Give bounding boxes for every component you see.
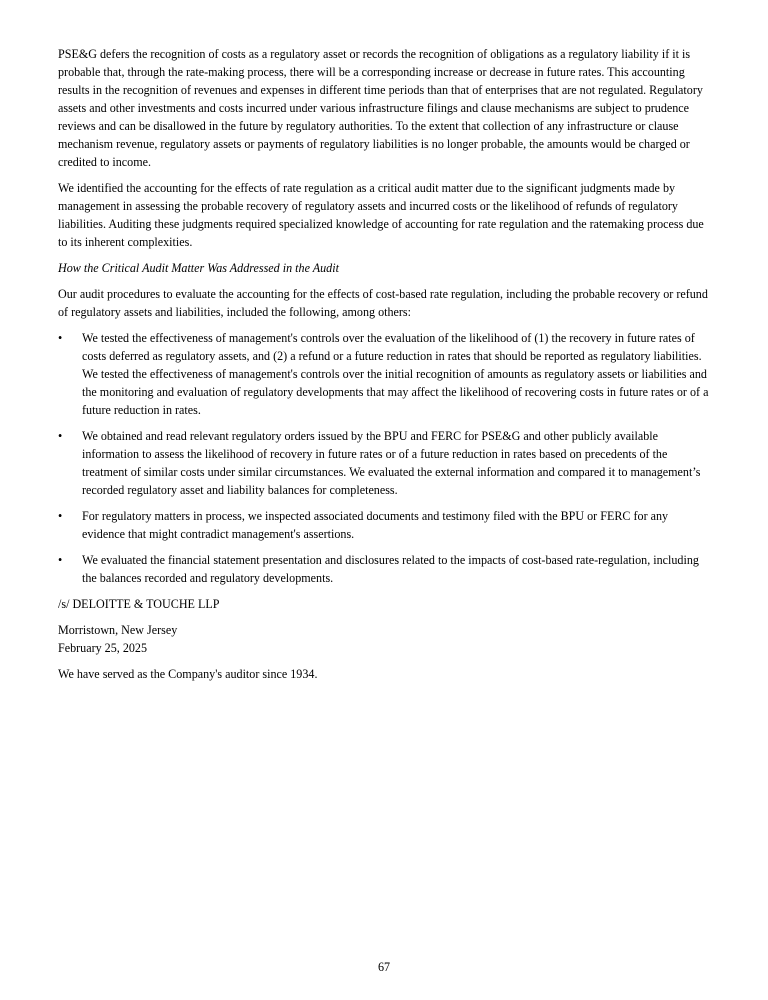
list-item (58, 329, 710, 419)
list-item-text: For regulatory matters in process, we inspected associated documents and testimony filed with the BPU or FERC for any evidence that might contradict management's assertions. (82, 509, 669, 541)
bullet-icon: • (58, 553, 63, 567)
list-item (58, 507, 710, 543)
paragraph-audit-procedures: Our audit procedures to evaluate the accounting for the effects of cost-based rate regulation, including the probable recovery or refund of regulatory assets and liabilities, included the following, among others: (58, 287, 708, 319)
bullet-icon: • (58, 429, 63, 443)
paragraph-regulatory-accounting: PSE&G defers the recognition of costs as a regulatory asset or records the recognition of obligations as a regulatory liability if it is probable that, through the rate-making process, there will be a corresponding increase or decrease in future rates. This accounting results in the recognition of revenues and expenses in different time periods than that of enterprises that are not regulated. Regulatory assets and other investments and costs incurred under various infrastructure filings and clause mechanisms are subject to prudence reviews and can be disallowed in the future by regulatory authorities. To the extent that collection of any infrastructure or clause mechanism revenue, regulatory assets or payments of regulatory liabilities is no longer probable, the amounts would be charged or credited to income. (58, 47, 703, 169)
signature-firm: /s/ DELOITTE & TOUCHE LLP (58, 597, 220, 611)
list-item-text: We tested the effectiveness of management's controls over the evaluation of the likelihood of (1) the recovery in future rates of costs deferred as regulatory assets, and (2) a refund or a future reduction in rates that should be reported as regulatory liabilities. We tested the effectiveness of management's controls over the initial recognition of amounts as regulatory assets or liabilities and the monitoring and evaluation of regulatory developments that may affect the likelihood of recovering costs in future rates or of a future reduction in rates. (82, 331, 709, 417)
auditor-tenure-statement: We have served as the Company's auditor since 1934. (58, 667, 318, 681)
page-number: 67 (377, 960, 391, 974)
signature-date: February 25, 2025 (58, 641, 148, 655)
list-item (58, 551, 710, 587)
signature-city: Morristown, New Jersey (58, 623, 178, 637)
bullet-icon: • (58, 331, 63, 345)
paragraph-critical-audit-matter: We identified the accounting for the effects of rate regulation as a critical audit matter due to the significant judgments made by management in assessing the probable recovery of regulatory assets and incurred costs or the likelihood of refunds of regulatory liabilities. Auditing these judgments required specialized knowledge of accounting for rate regulation and the ratemaking process due to its inherent complexities. (58, 181, 704, 249)
list-item (58, 427, 710, 499)
document-body (58, 45, 710, 691)
bullet-icon: • (58, 509, 63, 523)
section-heading: How the Critical Audit Matter Was Addressed in the Audit (58, 261, 339, 275)
list-item-text: We obtained and read relevant regulatory orders issued by the BPU and FERC for PSE&G and other publicly available information to assess the likelihood of recovery in future rates or of a future reduction in rates based on precedents of the treatment of similar costs under similar circumstances. We evaluated the external information and compared it to management’s recorded regulatory asset and liability balances for completeness. (82, 429, 701, 497)
procedures-list (58, 329, 710, 587)
list-item-text: We evaluated the financial statement presentation and disclosures related to the impacts of cost-based rate-regulation, including the balances recorded and regulatory developments. (82, 553, 699, 585)
